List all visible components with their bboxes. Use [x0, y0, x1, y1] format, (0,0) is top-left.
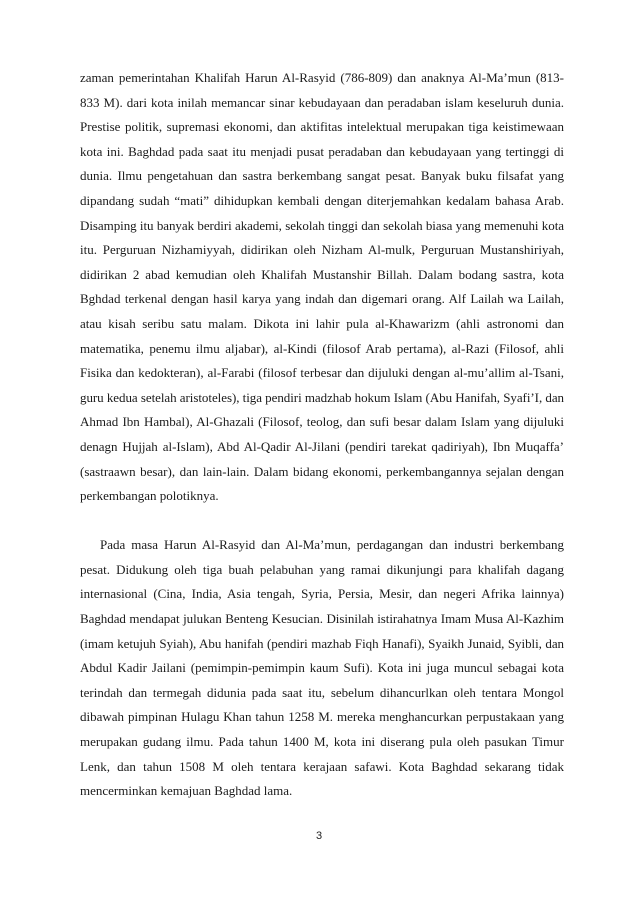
paragraph-1	[80, 66, 564, 509]
text-line: pesat. Didukung oleh tiga buah pelabuhan yang ramai dikunjungi para khalifah dagang	[80, 561, 564, 577]
text-line: (sastraawn besar), dan lain-lain. Dalam bidang ekonomi, perkembangannya sejalan dengan	[80, 463, 564, 479]
text-line: Fisika dan kedokteran), al-Farabi (filosof terbesar dan dijuluki dengan al-mu’allim al-Tsani,	[80, 365, 564, 381]
text-line: atau kisah seribu satu malam. Dikota ini lahir pula al-Khawarizm (ahli astronomi dan	[80, 315, 564, 331]
text-line: (imam ketujuh Syiah), Abu hanifah (pendiri mazhab Fiqh Hanafi), Syaikh Junaid, Syibli, dan	[80, 635, 564, 651]
text-line: didirikan 2 abad kemudian oleh Khalifah Mustanshir Billah. Dalam bodang sastra, kota	[80, 266, 564, 282]
text-line: dunia. Ilmu pengetahuan dan sastra berkembang sangat pesat. Banyak buku filsafat yang	[80, 168, 564, 184]
text-line: guru kedua setelah aristoteles), tiga pendiri madzhab hokum Islam (Abu Hanifah, Syafi’I, dan	[80, 389, 564, 405]
text-line: mencerminkan kemajuan Baghdad lama.	[80, 783, 293, 799]
text-line: Disamping itu banyak berdiri akademi, sekolah tinggi dan sekolah biasa yang memenuhi kota	[80, 217, 564, 233]
text-line: internasional (Cina, India, Asia tengah, Syria, Persia, Mesir, dan negeri Afrika lainnya)	[80, 586, 564, 602]
text-line: itu. Perguruan Nizhamiyyah, didirikan oleh Nizham Al-mulk, Perguruan Mustanshiriyah,	[80, 242, 564, 258]
text-line: Ahmad Ibn Hambal), Al-Ghazali (Filosof, teolog, dan sufi besar dalam Islam yang dijuluki	[80, 414, 564, 430]
text-line: Bghdad terkenal dengan hasil karya yang indah dan digemari orang. Alf Lailah wa Lailah,	[80, 291, 564, 307]
text-line: kota ini. Baghdad pada saat itu menjadi pusat peradaban dan kebudayaan yang tertinggi di	[80, 143, 564, 159]
text-line: terindah dan termegah didunia pada saat itu, sebelum dihancurlkan oleh tentara Mongol	[80, 684, 564, 700]
text-line: denagn Hujjah al-Islam), Abd Al-Qadir Al-Jilani (pendiri tarekat qadiriyah), Ibn Muqaffa’	[80, 438, 564, 454]
text-line: Abdul Kadir Jailani (pemimpin-pemimpin kaum Sufi). Kota ini juga muncul sebagai kota	[80, 660, 564, 676]
text-line: Baghdad mendapat julukan Benteng Kesucian. Disinilah istirahatnya Imam Musa Al-Kazhim	[80, 611, 564, 627]
text-line: Lenk, dan tahun 1508 M oleh tentara kerajaan safawi. Kota Baghdad sekarang tidak	[80, 758, 564, 774]
text-line: matematika, penemu ilmu aljabar), al-Kindi (filosof Arab pertama), al-Razi (Filosof, ahli	[80, 340, 564, 356]
text-line: 833 M). dari kota inilah memancar sinar kebudayaan dan peradaban islam keseluruh dunia.	[80, 94, 564, 110]
page-number: 3	[315, 830, 323, 842]
text-line: Pada masa Harun Al-Rasyid dan Al-Ma’mun, perdagangan dan industri berkembang	[100, 537, 564, 553]
text-line: merupakan gudang ilmu. Pada tahun 1400 M, kota ini diserang pula oleh pasukan Timur	[80, 734, 564, 750]
body-text	[80, 66, 564, 804]
text-line: dipandang sudah “mati” dihidupkan kembali dengan diterjemahkan kedalam bahasa Arab.	[80, 192, 564, 208]
text-line: dibawah pimpinan Hulagu Khan tahun 1258 M. mereka menghancurkan perpustakaan yang	[80, 709, 564, 725]
text-line: perkembangan polotiknya.	[80, 488, 219, 504]
text-line: Prestise politik, supremasi ekonomi, dan aktifitas intelektual merupakan tiga keistimewaan	[80, 119, 564, 135]
text-line: zaman pemerintahan Khalifah Harun Al-Rasyid (786-809) dan anaknya Al-Ma’mun (813-	[80, 70, 564, 85]
paragraph-2	[80, 533, 564, 804]
